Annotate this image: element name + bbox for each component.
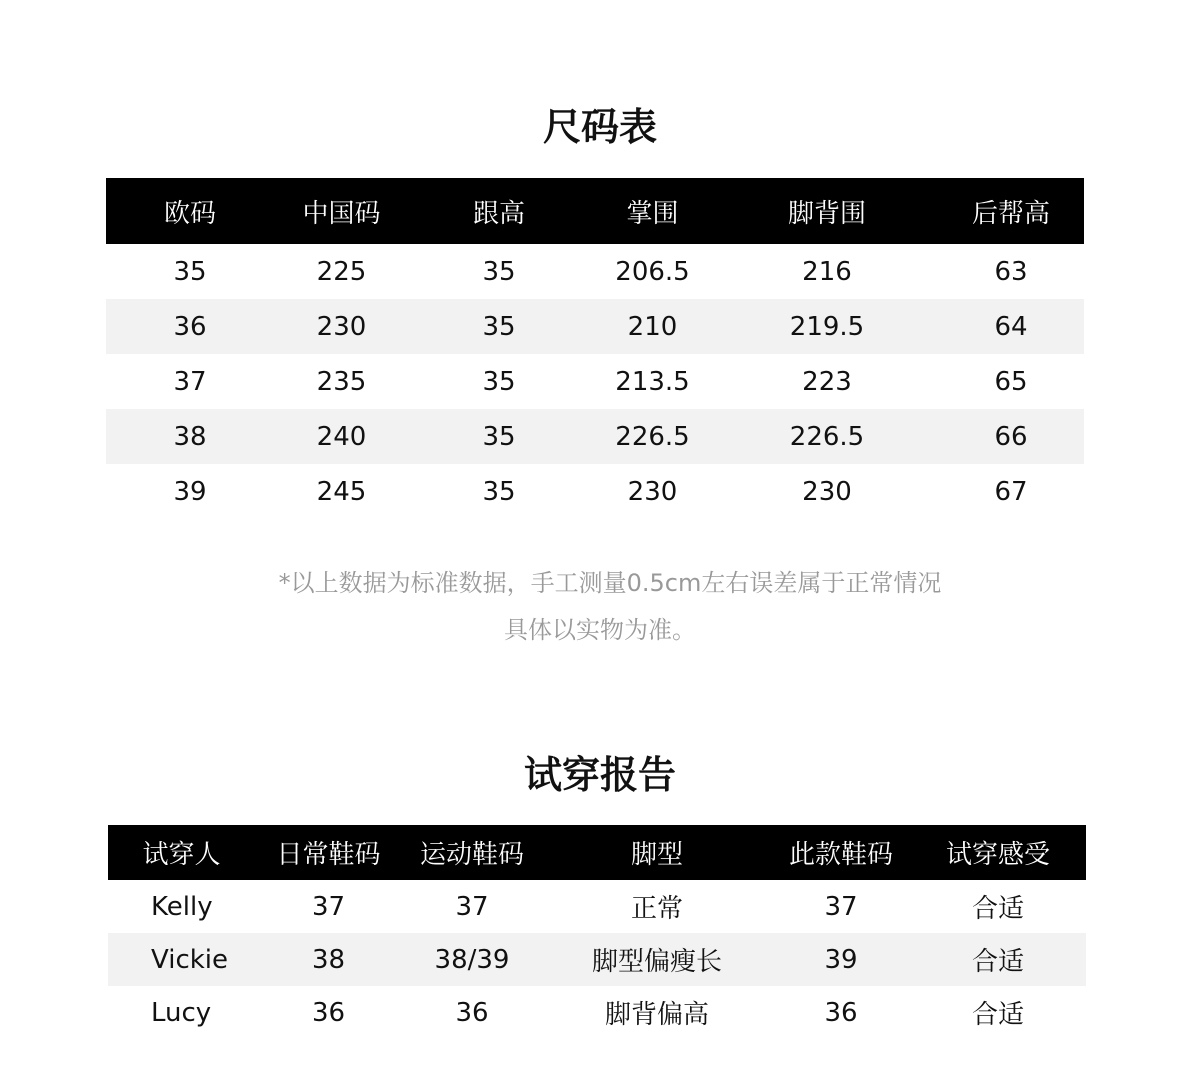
cell-instep-girth: 216 (802, 256, 852, 287)
cell-eu-size: 35 (173, 256, 207, 287)
table-row (106, 244, 1084, 299)
table-row (108, 986, 1086, 1039)
header-instep-girth: 脚背围 (716, 178, 938, 244)
cell-instep-girth: 223 (802, 366, 852, 397)
header-this-size: 此款鞋码 (772, 825, 910, 880)
cell-instep-girth: 226.5 (716, 409, 938, 464)
cell-ball-girth: 230 (627, 476, 678, 507)
cell-ball-girth: 226.5 (589, 409, 716, 464)
cell-heel-height: 35 (482, 366, 516, 397)
cell-back-height: 65 (994, 366, 1028, 397)
table-row (108, 933, 1086, 986)
header-eu-size: 欧码 (106, 178, 274, 244)
cell-this-size: 37 (824, 891, 858, 922)
cell-sport-size: 38/39 (402, 933, 542, 986)
cell-fit-feeling: 合适 (971, 1000, 1024, 1030)
cell-instep-girth: 230 (802, 476, 852, 507)
cell-daily-size: 38 (255, 933, 402, 986)
header-ball-girth: 掌围 (589, 178, 716, 244)
cell-cn-size: 240 (274, 409, 409, 464)
cell-cn-size: 245 (316, 476, 367, 507)
cell-ball-girth: 210 (589, 299, 716, 354)
cell-eu-size: 37 (173, 366, 207, 397)
cell-fit-feeling: 合适 (910, 933, 1086, 986)
cell-heel-height: 35 (409, 409, 589, 464)
cell-foot-type: 脚背偏高 (604, 1000, 709, 1030)
header-sport-size: 运动鞋码 (402, 825, 542, 880)
cell-cn-size: 235 (316, 366, 367, 397)
cell-cn-size: 225 (316, 256, 367, 287)
cell-ball-girth: 213.5 (615, 366, 690, 397)
cell-daily-size: 37 (311, 891, 346, 922)
cell-fit-feeling: 合适 (971, 894, 1024, 924)
trial-report-header-row (108, 825, 1086, 880)
cell-ball-girth: 206.5 (615, 256, 690, 287)
size-chart-table (106, 178, 1084, 519)
cell-daily-size: 36 (311, 997, 346, 1028)
header-back-height: 后帮高 (938, 178, 1084, 244)
header-heel-height: 跟高 (409, 178, 589, 244)
size-chart-title: 尺码表 (542, 105, 657, 149)
cell-sport-size: 36 (455, 997, 489, 1028)
cell-eu-size: 39 (173, 476, 207, 507)
cell-back-height: 63 (994, 256, 1028, 287)
header-daily-size: 日常鞋码 (255, 825, 402, 880)
cell-back-height: 64 (938, 299, 1084, 354)
cell-tester: Vickie (108, 933, 255, 986)
cell-tester: Lucy (151, 997, 212, 1028)
cell-heel-height: 35 (409, 299, 589, 354)
measurement-note: *以上数据为标准数据，手工测量0.5cm左右误差属于正常情况 (278, 569, 942, 597)
cell-back-height: 67 (994, 476, 1028, 507)
table-row (108, 880, 1086, 933)
measurement-note-continued: 具体以实物为准。 (504, 616, 696, 644)
cell-back-height: 66 (938, 409, 1084, 464)
header-fit-feeling: 试穿感受 (910, 825, 1086, 880)
table-row (106, 299, 1084, 354)
cell-sport-size: 37 (455, 891, 489, 922)
cell-tester: Kelly (151, 891, 213, 922)
cell-foot-type: 正常 (630, 894, 683, 924)
cell-cn-size: 230 (274, 299, 409, 354)
table-row (106, 354, 1084, 409)
header-foot-type: 脚型 (542, 825, 772, 880)
table-row (106, 409, 1084, 464)
cell-this-size: 36 (824, 997, 858, 1028)
cell-heel-height: 35 (482, 256, 516, 287)
trial-report-title: 试穿报告 (523, 753, 676, 797)
size-chart-header-row (106, 178, 1084, 244)
cell-eu-size: 36 (106, 299, 274, 354)
trial-report-table (108, 825, 1086, 1039)
cell-eu-size: 38 (106, 409, 274, 464)
table-row (106, 464, 1084, 519)
cell-instep-girth: 219.5 (716, 299, 938, 354)
header-cn-size: 中国码 (274, 178, 409, 244)
header-tester: 试穿人 (108, 825, 255, 880)
cell-this-size: 39 (772, 933, 910, 986)
cell-heel-height: 35 (482, 476, 516, 507)
cell-foot-type: 脚型偏瘦长 (542, 933, 772, 986)
